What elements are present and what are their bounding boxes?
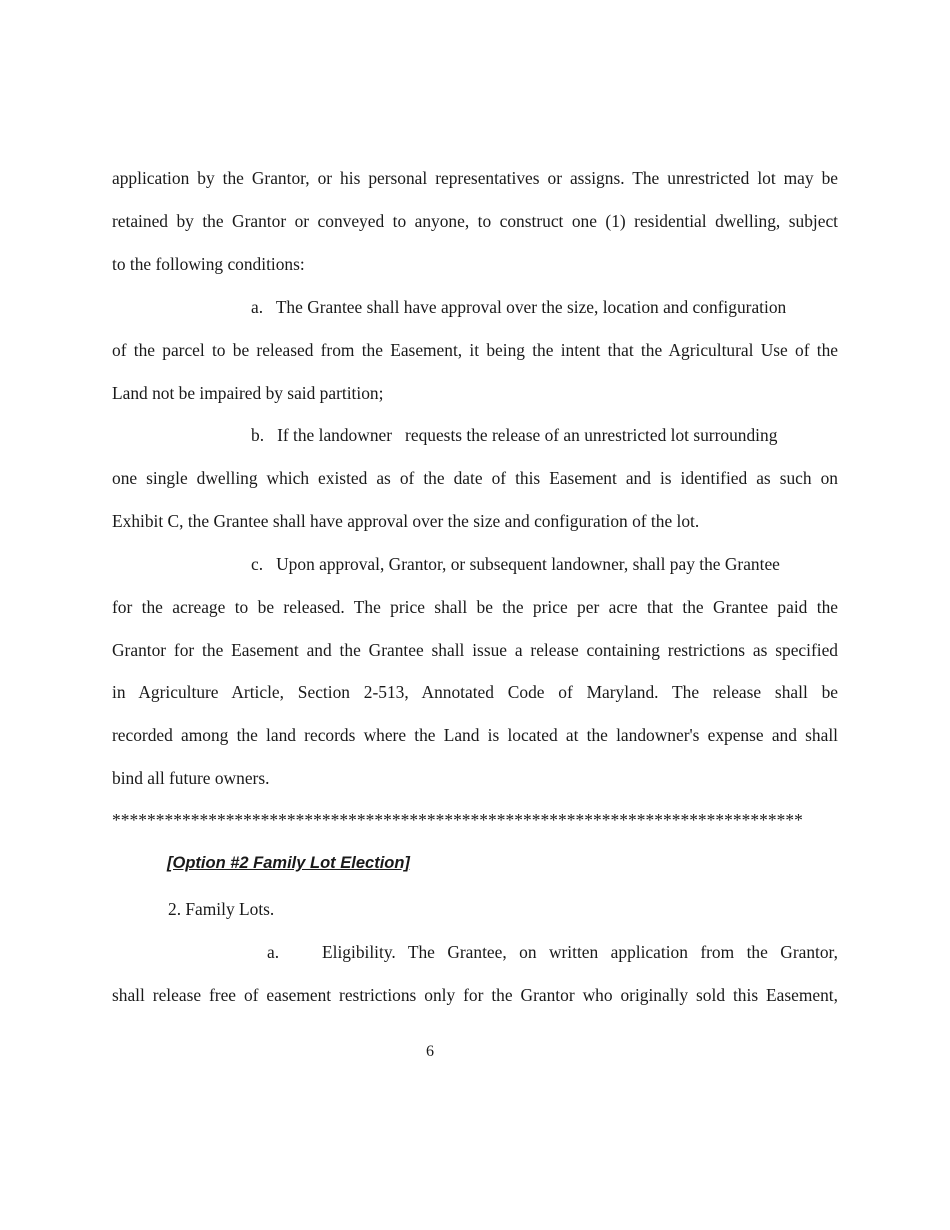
item-b-text: If the landowner requests the release of an unrestricted lot surrounding [277,425,778,445]
eligibility-text: Eligibility. The Grantee, on written application from the Grantor, [322,942,838,962]
item-a-marker: a. [251,297,264,317]
item-c-first-line [251,554,838,574]
item-c-text: Upon approval, Grantor, or subsequent landowner, shall pay the Grantee [276,554,780,574]
section-2-heading: 2. Family Lots. [168,899,275,919]
eligibility-line-2: shall release free of easement restrictions only for the Grantor who originally sold this Easement, [112,985,838,1005]
item-a-text: The Grantee shall have approval over the size, location and configuration [275,297,787,317]
page-number: 6 [426,1043,434,1060]
option-heading: [Option #2 Family Lot Election] [167,854,410,872]
item-a-line-2: of the parcel to be released from the Easement, it being the intent that the Agricultural Use of the [112,340,838,360]
item-b-first-line [251,425,838,445]
intro-line-2: retained by the Grantor or conveyed to anyone, to construct one (1) residential dwelling, subject [112,211,838,231]
item-c-line-2: for the acreage to be released. The price shall be the price per acre that the Grantee paid the [112,597,838,617]
item-c-line-6: bind all future owners. [112,768,270,788]
item-c-line-4: in Agriculture Article, Section 2-513, Annotated Code of Maryland. The release shall be [112,682,838,702]
item-c-line-3: Grantor for the Easement and the Grantee shall issue a release containing restrictions as specified [112,640,838,660]
item-a-first-line [251,297,838,317]
intro-line-3: to the following conditions: [112,254,305,274]
item-a-line-3: Land not be impaired by said partition; [112,383,384,403]
item-b-line-2: one single dwelling which existed as of the date of this Easement and is identified as such on [112,468,838,488]
asterisk-separator: ******************************************************************************* [112,810,803,830]
item-c-marker: c. [251,554,264,574]
intro-line-1: application by the Grantor, or his personal representatives or assigns. The unrestricted lot may be [112,168,838,188]
eligibility-marker: a. [267,942,280,962]
item-b-line-3: Exhibit C, the Grantee shall have approval over the size and configuration of the lot. [112,511,700,531]
item-c-line-5: recorded among the land records where the Land is located at the landowner's expense and shall [112,725,838,745]
item-b-marker: b. [251,425,265,445]
